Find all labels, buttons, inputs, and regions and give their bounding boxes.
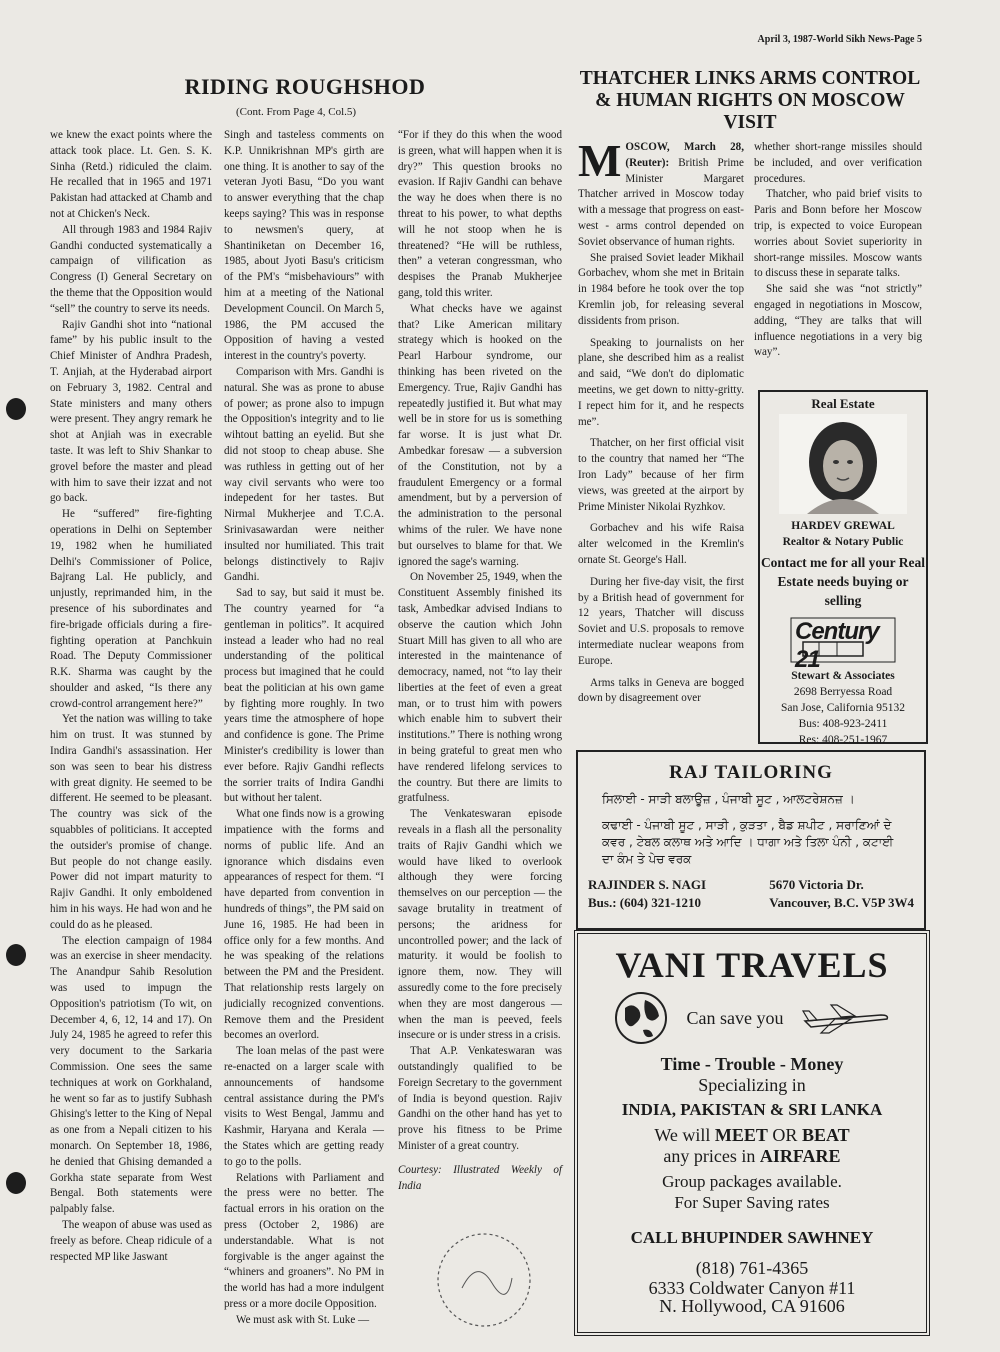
address-line-1: 6333 Coldwater Canyon #11 — [648, 1278, 856, 1298]
owner-name: RAJINDER S. NAGI — [588, 877, 707, 892]
thatcher-column-2 — [754, 140, 922, 390]
beat: BEAT — [801, 1125, 850, 1145]
paragraph: Speaking to journalists on her plane, she described him as a realist and said, “We don't do diplomatic meetins, we get down to nitty-gritty. I repect him for it, and he respects me”. — [578, 336, 744, 428]
airfare: AIRFARE — [759, 1146, 841, 1166]
paragraph: What checks have we against that? Like American military strategy which is hooked on the Pearl Harbour syndrome, our thinking has been riveted on the Emergency. True, Rajiv Gandhi has repeatedly justified it. But what may well be in store for us is something far worse. It is just what Dr. Ambedkar foresaw — a subversion of the Constitution, not by a fraudulent Emergency or a formal amendment, but by a perversion of the administration to the personal whims of the ruler. We have none but ourselves to blame for that. We ignored the sage's warning. — [398, 302, 562, 568]
meet: MEET — [714, 1125, 768, 1145]
specializing: Specializing in — [698, 1075, 806, 1095]
paragraph: whether short-range missiles should be included, and over verification procedures. — [754, 141, 922, 185]
address-line-2: N. Hollywood, CA 91606 — [659, 1296, 845, 1316]
paragraph: The weapon of abuse was used as freely as before. Cheap ridicule of a respected MP like Jaswant — [50, 1218, 212, 1263]
continuation-note: (Cont. From Page 4, Col.5) — [236, 106, 357, 118]
binder-hole — [6, 398, 26, 420]
page-header: April 3, 1987-World Sikh News-Page 5 — [757, 34, 922, 45]
article-column-1 — [50, 128, 212, 1328]
headline-riding-roughshod: RIDING ROUGHSHOD — [184, 74, 426, 99]
lead-text: British Prime Minister Margaret Thatcher arrived in Moscow today with a message that progress on east-west - arms control depended on Soviet observance of human rights. — [578, 156, 744, 248]
article-column-3 — [398, 128, 562, 1228]
binder-hole — [6, 1172, 26, 1194]
ad-title: RAJ TAILORING — [669, 762, 833, 783]
group-packages: Group packages available. — [662, 1172, 842, 1191]
contact-left — [588, 876, 706, 912]
paragraph: The Venkateswaran episode reveals in a flash all the personality traits of Rajiv Gandhi which we would have liked to overlook although they were forcing themselves on our perception — the savage brutality in treatment of persons; the aridness for uncontrolled power; and the lack of maturity. it would be foolish to ignore them, now. They will assuredly come to the fore precisely when they are most dangerous — when the man is peeved, feels insecure or is under stress in a crisis. — [398, 808, 562, 1042]
meet-or: OR — [767, 1125, 802, 1145]
paragraph: The loan melas of the past were re-enacted on a larger scale with announcements of handsome central assistance during the PM's visits to West Bengal, Jammu and Kashmir, Haryana and Kerala — the States which are getting ready to go to the polls. — [224, 1045, 384, 1168]
paragraph: Sad to say, but said it must be. The country yearned for “a gentleman in politics”. It acquired instead a leader who had no real understanding of the political process but imagined that he could beat the politician at his own game by fighting more roughly. In two years time the atmosphere of hope and confidence is gone. The Prime Minister's credibility is lower than ever before. Rajiv Gandhi reflects the sorrier traits of Indira Gandhi but without her talent. — [224, 587, 384, 805]
globe-icon — [613, 990, 669, 1046]
paragraph: During her five-day visit, the first by a British head of government for 12 years, Thatcher will discuss Soviet and U.S. proposals to remove intermediate nuclear weapons from Europe. — [578, 575, 744, 667]
courtesy-credit: Courtesy: Illustrated Weekly of India — [398, 1163, 562, 1192]
real-estate-ad — [758, 390, 928, 744]
contact-block — [588, 876, 914, 912]
tagline-row — [578, 990, 926, 1046]
city: San Jose, California 95132 — [781, 702, 905, 714]
paragraph: Thatcher, who paid brief visits to Paris and Bonn before her Moscow trip, is expected to voice European worries about Soviet superiority in short-range missiles. Moscow wants to discuss these in separate talks. — [754, 188, 922, 280]
realtor-photo — [779, 414, 907, 514]
binder-hole — [6, 944, 26, 966]
paragraph: Gorbachev and his wife Raisa alter welcomed in the Kremlin's ornate St. George's Hall. — [578, 522, 744, 566]
paragraph: Thatcher, on her first official visit to the country that named her “The Iron Lady” because of her firm views, was greeted at the airport by Prime Minister Nikolai Ryzhkov. — [578, 437, 744, 513]
ad-title: VANI TRAVELS — [615, 945, 889, 985]
address-line-1: 5670 Victoria Dr. — [769, 877, 864, 892]
portrait-image — [779, 414, 907, 514]
paragraph: On November 25, 1949, when the Constituent Assembly finished its task, Ambedkar advised Indians to observe the caution which John Stuart Mill has given to all who are interested in the maintenance of democracy, named, not “to lay their liberties at the feet of even a great man, or to trust him with powers which enable him to subvert their institutions.” There is nothing wrong in being grateful to great men who have rendered lifelong services to the country. But there are limits to gratfulness. — [398, 571, 562, 805]
paragraph: Comparison with Mrs. Gandhi is natural. She was as prone to abuse of power; as prone also to impugn the Opposition's integrity and to lie wihtout batting an eyelid. But she did not stoop to cheap abuse. She was ruthless in getting out of her way civil servants who were too indepedent for her tastes. But Nirmal Mukherjee and T.C.A. Srinivasawardan were neither insulted nor humiliated. This trait belongs distinctively to Rajiv Gandhi. — [224, 365, 384, 584]
realtor-name: HARDEV GREWAL — [791, 520, 895, 532]
service-line-embroidery: ਕਢਾਈ - ਪੰਜਾਬੀ ਸੂਟ , ਸਾੜੀ , ਕੁੜਤਾ , ਬੈਡ ਸ਼ਪੀਟ , ਸਰਾਣਿਆਂ ਦੇ ਕਵਰ , ਟੇਬਲ ਕਲਾਥ ਅਤੇ ਆਦਿ । ਧਾਗਾ ਅਤੇ ਤਿਲਾ ਪੰਨੀ , ਕਟਾਈ ਦਾ ਕੰਮ ਤੇ ਪੇਚ ਵਰਕ — [602, 818, 894, 866]
realtor-role: Realtor & Notary Public — [782, 536, 904, 548]
paragraph: “For if they do this when the wood is green, what will happen when it is dry?” This question brooks no evasion. If Rajiv Gandhi can behave the way he does when there is no threat to his power, to what depths will he not stoop when he is threatened? “He will be ruthless, then” a veteran congressman, who despises the Pranab Mukherjee gang, told this writer. — [398, 129, 562, 299]
super-saving: For Super Saving rates — [674, 1193, 830, 1212]
company-name: Stewart & Associates — [791, 670, 895, 682]
paragraph: Arms talks in Geneva are bogged down by disagreement over — [578, 676, 744, 705]
paragraph: Relations with Parliament and the press were no better. The factual errors in his oration on the press (October 2, 1986) are understandable. What is not forgivable is the anger against the “whiners and groaners”. No PM in the world has had a more indulgent press or a more docile Opposition. — [224, 1171, 384, 1310]
paragraph: we knew the exact points where the attack took place. Lt. Gen. S. K. Sinha (Retd.) ridiculed the claim. He recalled that in 1965 and 1971 Pakistan had attacked at Chamb and not at Chicken's Neck. — [50, 129, 212, 220]
address-line-2: Vancouver, B.C. V5P 3W4 — [769, 895, 914, 910]
bus-phone: Bus: 408-923-2411 — [798, 718, 888, 730]
raj-tailoring-ad — [576, 750, 926, 930]
street: 2698 Berryessa Road — [793, 686, 893, 698]
dateline: OSCOW, March 28, (Reuter): — [625, 141, 744, 169]
prices-pre: any prices in — [663, 1146, 760, 1166]
paragraph: All through 1983 and 1984 Rajiv Gandhi conducted systematically a campaign of vilification as Congress (I) General Secretary on the theme that the Opposition would “sell” the country to serve its needs. — [50, 223, 212, 315]
paragraph: We must ask with St. Luke — — [236, 1313, 370, 1326]
phone: Bus.: (604) 321-1210 — [588, 895, 702, 910]
res-phone: Res: 408-251-1967 — [798, 734, 888, 746]
paragraph: She said she was “not strictly” engaged in negotiations in Moscow, adding, “They are talks that will influence negotiations in a very big way”. — [754, 283, 922, 359]
phone: (818) 761-4365 — [695, 1258, 809, 1278]
paragraph: He “suffered” fire-fighting operations in Delhi on September 19, 1982 when he humiliated Delhi's Commissioner of Police, Bajrang Lal. He publicly, and unjustly, reprimanded him, in the presence of his subordinates and fire-brigade officials during a fire-fighting operation at Panchkuin Road. The Deputy Commissioner R.K. Sharma was caught by the shoulder and asked, “Is there any crowd-control arrangement here?” — [50, 508, 212, 710]
paragraph: Rajiv Gandhi shot into “national fame” by his public insult to the Chief Minister of Andhra Pradesh, T. Anjiah, at the Hyderabad airport on February 3, 1982. Central and State ministers and many others were present. They angry remark he shot at Anjiah was in execrable taste. It was left to Shiv Shankar to grovel before the master and plead with him to save their izzat and not go back. — [50, 318, 212, 505]
contact-right — [769, 876, 914, 912]
call-line: CALL BHUPINDER SAWHNEY — [630, 1228, 874, 1247]
vani-travels-ad — [574, 930, 930, 1336]
article-column-2 — [224, 128, 384, 1328]
logo-text: Century 21 — [795, 618, 879, 673]
tagline: Can save you — [686, 1007, 784, 1028]
service-line-stitching: ਸਿਲਾਈ - ਸਾੜੀ ਬਲਾਊਜ਼ , ਪੰਜਾਬੀ ਸੂਟ , ਆਲਟਰੇਸ਼ਨਜ਼ । — [602, 792, 855, 806]
century21-logo — [789, 616, 897, 673]
airplane-icon — [801, 1001, 891, 1035]
thatcher-column-1 — [578, 135, 744, 740]
drop-cap: M — [578, 135, 622, 186]
countries: INDIA, PAKISTAN & SRI LANKA — [621, 1100, 883, 1119]
ad-address — [760, 668, 926, 748]
paragraph: Singh and tasteless comments on K.P. Unnikrishnan MP's girth are one thing. It is another to say of the veteran Jyoti Basu, “Do you want to answer everything that the chap keeps saying? This was in response to newsmen's query, at Shantiniketan on December 16, 1985, about Jyoti Basu's criticism of the PM's “misbehaviours” with him at a meeting of the National Development Council. On March 5, 1986, the PM accused the Opposition of having a vested interest in the country's poverty. — [224, 129, 384, 363]
headline-thatcher: THATCHER LINKS ARMS CONTROL & HUMAN RIGHTS ON MOSCOW VISIT — [579, 68, 921, 133]
paragraph: Yet the nation was willing to take him on trust. It was stunned by Indira Gandhi's assassination. Her son was seen to bear his distress with great dignity. He seemed to be different. He seemed to be pleasant. The country was sick of the squabbles of politicians. It accepted the outsider's promise of change. But people do not change easily. Power did not impart maturity to Rajiv Gandhi. It only emboldened him in his ways. He had won and he could do as he pleased. — [50, 713, 212, 931]
ad-title: Real Estate — [811, 396, 875, 411]
paragraph: What one finds now is a growing impatience with the forms and norms of public life. And an ignorance which disdains even appearances of respect for them. “I have departed from convention in hundreds of things”, the PM said on June 16, 1985. He had been in office only for a few months. And he was speaking of the relations between the PM and the President. That relationship rests largely on judicially recognized conventions. Remove them and the President becomes an overlord. — [224, 808, 384, 1042]
paragraph: She praised Soviet leader Mikhail Gorbachev, whom she met in Britain in 1984 before he took over the top Kremlin job, for releasing several dissidents from prison. — [578, 251, 744, 327]
ad-tagline: Contact me for all your Real Estate needs buying or selling — [760, 555, 926, 608]
airfare-line — [578, 1146, 926, 1167]
meet-beat-line — [578, 1125, 926, 1146]
ttm-line: Time - Trouble - Money — [660, 1054, 844, 1074]
paragraph: The election campaign of 1984 was an exercise in sheer mendacity. The Anandpur Sahib Resolution was used to impugn the Opposition's patriotism (To wit, on December 4, 6, 12, 14 and 17). On July 24, 1985 he agreed to refer this very document to the Sarkaria Commission. One sees the same techniques at work on Gorkhaland, he went so far as to justify Subhash Ghising's letter to the King of Nepal as one from a Nepali citizen to his monarch. On September 18, 1986, he denied that Ghising demanded a Gorkha state separate from West Bengal. Both statements were palpably false. — [50, 934, 212, 1216]
paragraph: That A.P. Venkateswaran was outstandingly qualified to be Foreign Secretary to the government of India is beyond question. Rajiv Gandhi on the other hand has yet to prove his fitness to be Prime Minister of a great country. — [398, 1045, 562, 1152]
lead-paragraph — [578, 135, 744, 251]
meet-pre: We will — [654, 1125, 715, 1145]
circular-stamp — [432, 1228, 536, 1332]
